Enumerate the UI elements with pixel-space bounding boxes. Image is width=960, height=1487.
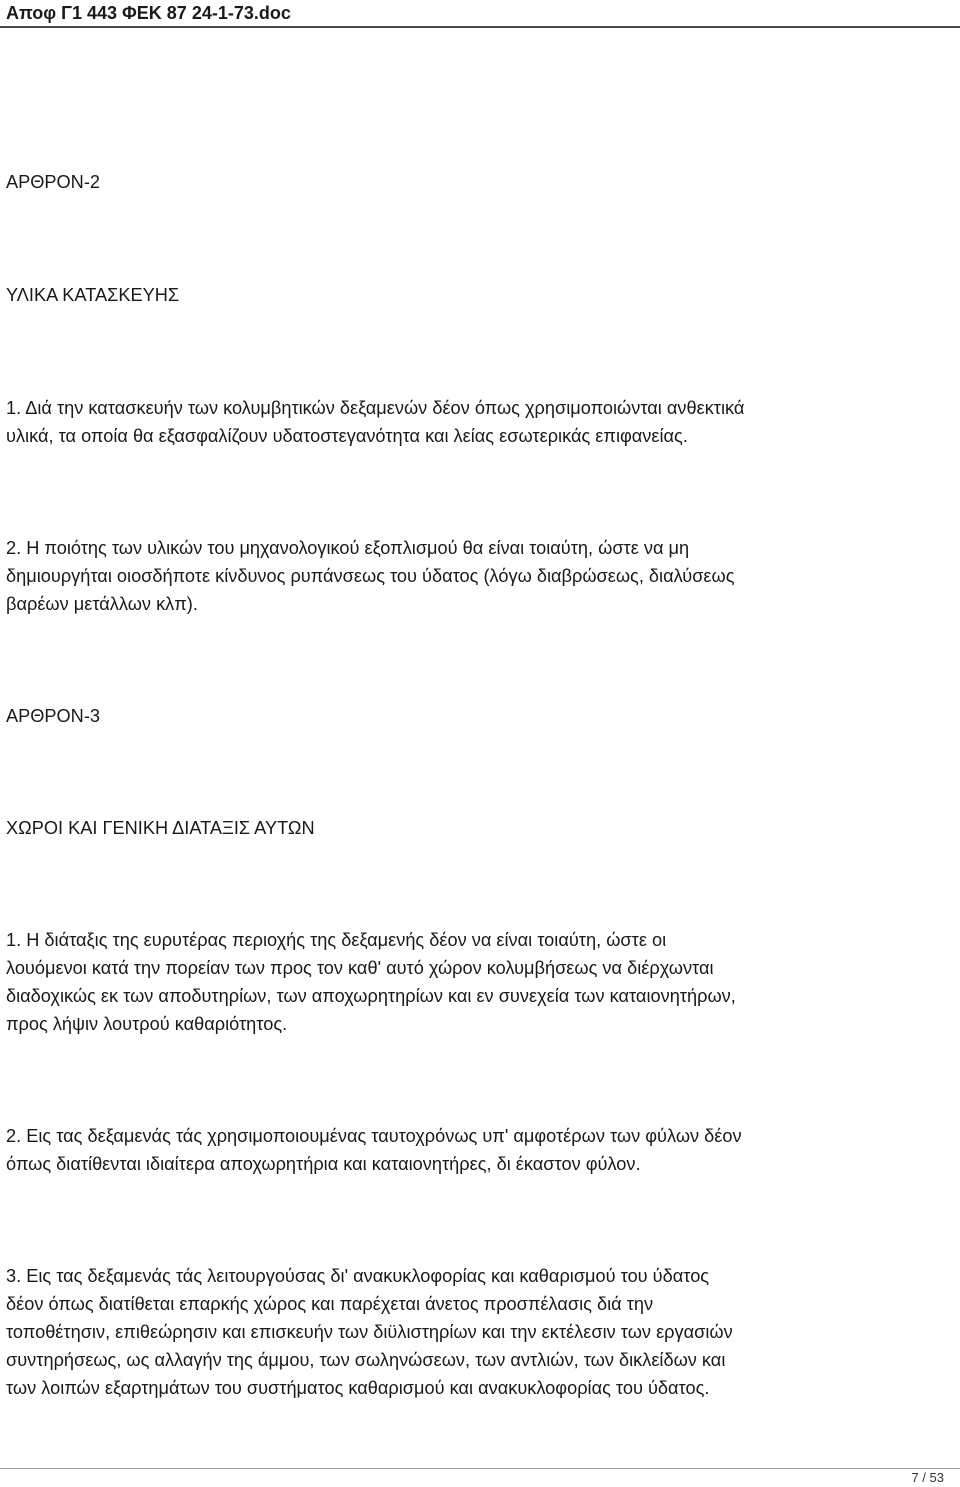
document-header: [0, 0, 960, 36]
text-line: 3. Εις τας δεξαμενάς τάς λειτουργούσας δι' ανακυκλοφορίας και καθαρισμού του ύδατος: [6, 1266, 710, 1286]
article-3-heading: ΑΡΘΡΟΝ-3: [6, 706, 100, 726]
article-2-paragraph-2: [6, 534, 954, 618]
text-line: 1. Διά την κατασκευήν των κολυμβητικών δεξαμενών δέον όπως χρησιμοποιώνται ανθεκτικά: [6, 398, 745, 418]
text-line: δέον όπως διατίθεται επαρκής χώρος και παρέχεται άνετος προσπέλασις διά την: [6, 1294, 654, 1314]
text-line: όπως διατίθενται ιδιαίτερα αποχωρητήρια και καταιονητήρες, δι έκαστον φύλον.: [6, 1154, 641, 1174]
article-3-subheading: ΧΩΡΟΙ ΚΑΙ ΓΕΝΙΚΗ ΔΙΑΤΑΞΙΣ ΑΥΤΩΝ: [6, 818, 315, 838]
header-divider: [0, 26, 960, 28]
text-line: τοποθέτησιν, επιθεώρησιν και επισκευήν των διϋλιστηρίων και την εκτέλεσιν των εργασιών: [6, 1322, 733, 1342]
text-line: 2. Εις τας δεξαμενάς τάς χρησιμοποιουμένας ταυτοχρόνως υπ' αμφοτέρων των φύλων δέον: [6, 1126, 742, 1146]
text-line: δημιουργήται οιοσδήποτε κίνδυνος ρυπάνσεως του ύδατος (λόγω διαβρώσεως, διαλύσεως: [6, 566, 735, 586]
text-line: 1. Η διάταξις της ευρυτέρας περιοχής της δεξαμενής δέον να είναι τοιαύτη, ώστε οι: [6, 930, 667, 950]
text-line: βαρέων μετάλλων κλπ).: [6, 594, 198, 614]
article-3-paragraph-3: [6, 1262, 954, 1402]
text-line: διαδοχικώς εκ των αποδυτηρίων, των αποχωρητηρίων και εν συνεχεία των καταιονητήρων,: [6, 986, 736, 1006]
text-line: υλικά, τα οποία θα εξασφαλίζουν υδατοστεγανότητα και λείας εσωτερικάς επιφανείας.: [6, 426, 688, 446]
article-3-paragraph-2: [6, 1122, 954, 1178]
text-line: λουόμενοι κατά την πορείαν των προς τον καθ' αυτό χώρον κολυμβήσεως να διέρχωνται: [6, 958, 714, 978]
text-line: συντηρήσεως, ως αλλαγήν της άμμου, των σωληνώσεων, των αντλιών, των δικλείδων και: [6, 1350, 726, 1370]
page-number: 7 / 53: [911, 1470, 944, 1485]
footer-divider: [0, 1468, 960, 1469]
text-line: 2. Η ποιότης των υλικών του μηχανολογικού εξοπλισμού θα είναι τοιαύτη, ώστε να μη: [6, 538, 690, 558]
article-2-heading: ΑΡΘΡΟΝ-2: [6, 172, 100, 192]
text-line: προς λήψιν λουτρού καθαριότητος.: [6, 1014, 288, 1034]
article-2-subheading: ΥΛΙΚΑ ΚΑΤΑΣΚΕΥΗΣ: [6, 285, 180, 305]
article-2-paragraph-1: [6, 394, 954, 450]
article-3-paragraph-1: [6, 926, 954, 1038]
document-title: Αποφ Γ1 443 ΦΕΚ 87 24-1-73.doc: [6, 3, 291, 23]
text-line: των λοιπών εξαρτημάτων του συστήματος καθαρισμού και ανακυκλοφορίας του ύδατος.: [6, 1378, 710, 1398]
